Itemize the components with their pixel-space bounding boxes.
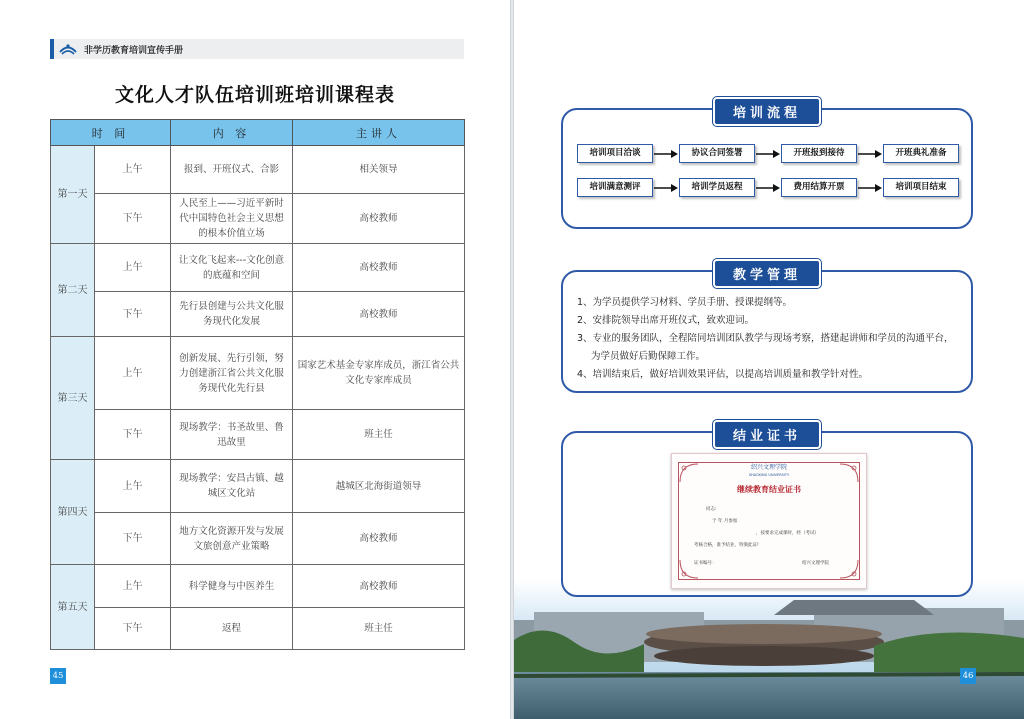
schedule-title: 文化人才队伍培训班培训课程表	[114, 84, 395, 106]
session-lecturer: 高校教师	[293, 565, 465, 608]
session-half: 上午	[95, 146, 171, 194]
brochure-header	[50, 39, 464, 59]
session-content: 地方文化资源开发与发展文旅创意产业策略	[171, 513, 293, 565]
process-row-1	[577, 144, 961, 163]
right-page	[514, 0, 1024, 719]
page-number-right: 46	[960, 668, 976, 684]
certificate-school-en: SHAOXING UNIVERSITY	[748, 473, 790, 477]
list-item: 4、培训结束后，做好培训效果评估，以提高培训质量和教学针对性。	[577, 369, 869, 380]
day-label: 第三天	[51, 337, 95, 460]
arrow-right-icon	[653, 178, 679, 197]
flow-step: 费用结算开票	[781, 178, 857, 197]
flow-step: 培训项目洽谈	[577, 144, 653, 163]
process-row-2	[577, 178, 961, 197]
table-row	[51, 292, 465, 337]
certificate-image	[671, 453, 867, 589]
table-row	[51, 565, 465, 608]
process-title: 培训流程	[713, 97, 821, 126]
session-content: 现场教学：安昌古镇、越城区文化站	[171, 460, 293, 513]
management-title: 教学管理	[713, 259, 821, 288]
certificate-school-name: 绍兴文理学院	[750, 464, 787, 471]
day-label: 第二天	[51, 244, 95, 337]
arrow-right-icon	[857, 144, 883, 163]
list-item: 2、安排院领导出席开班仪式，致欢迎词。	[577, 315, 755, 326]
session-half: 上午	[95, 244, 171, 292]
column-header-lecturer: 主讲人	[293, 120, 465, 146]
session-content: 报到、开班仪式、合影	[171, 146, 293, 194]
certificate-text: 考核合格，准予结业，特颁此证!	[694, 543, 759, 548]
arrow-right-icon	[755, 144, 781, 163]
list-item: 3、专业的服务团队，全程陪同培训团队教学与现场考察，搭建起讲师和学员的沟通平台，为学员做好后勤保障工作。	[577, 333, 954, 362]
table-row	[51, 410, 465, 460]
arrow-right-icon	[755, 178, 781, 197]
header-accent-bar	[50, 39, 54, 59]
session-half: 下午	[95, 194, 171, 244]
session-half: 下午	[95, 608, 171, 650]
column-header-content: 内 容	[171, 120, 293, 146]
table-header-row	[51, 120, 465, 146]
day-label: 第四天	[51, 460, 95, 565]
list-item: 1、为学员提供学习材料、学员手册、授课提纲等。	[577, 297, 793, 308]
course-schedule-table	[50, 119, 465, 650]
session-lecturer: 越城区北海街道领导	[293, 460, 465, 513]
session-lecturer: 相关领导	[293, 146, 465, 194]
flow-step: 协议合同签署	[679, 144, 755, 163]
session-content: 让文化飞起来---文化创意的底蕴和空间	[171, 244, 293, 292]
session-lecturer: 高校教师	[293, 244, 465, 292]
process-box	[561, 108, 973, 229]
table-row	[51, 460, 465, 513]
certificate-box	[561, 431, 973, 597]
session-lecturer: 班主任	[293, 608, 465, 650]
header-text: 非学历教育培训宣传手册	[84, 45, 184, 56]
column-header-time: 时 间	[51, 120, 171, 146]
flow-step: 培训项目结束	[883, 178, 959, 197]
session-lecturer: 高校教师	[293, 513, 465, 565]
arrow-right-icon	[653, 144, 679, 163]
left-page	[0, 0, 510, 719]
session-half: 上午	[95, 460, 171, 513]
session-half: 下午	[95, 292, 171, 337]
session-lecturer: 国家艺术基金专家库成员，浙江省公共文化专家库成员	[293, 337, 465, 410]
table-row	[51, 194, 465, 244]
session-half: 上午	[95, 337, 171, 410]
session-content: 现场教学：书圣故里、鲁迅故里	[171, 410, 293, 460]
session-content: 返程	[171, 608, 293, 650]
session-half: 下午	[95, 513, 171, 565]
certificate-school	[672, 462, 866, 478]
management-box	[561, 270, 973, 393]
table-row	[51, 337, 465, 410]
certificate-text: 于 年 月参加	[712, 519, 738, 524]
page-number-left: 45	[50, 668, 66, 684]
certificate-text: 同志:	[706, 507, 717, 512]
certificate-heading: 继续教育结业证书	[737, 485, 801, 494]
table-row	[51, 608, 465, 650]
table-row	[51, 146, 465, 194]
day-label: 第一天	[51, 146, 95, 244]
session-lecturer: 高校教师	[293, 194, 465, 244]
day-label: 第五天	[51, 565, 95, 650]
certificate-title: 结业证书	[713, 420, 821, 449]
session-lecturer: 班主任	[293, 410, 465, 460]
session-content: 先行县创建与公共文化服务现代化发展	[171, 292, 293, 337]
session-half: 上午	[95, 565, 171, 608]
session-content: 人民至上——习近平新时代中国特色社会主义思想的根本价值立场	[171, 194, 293, 244]
table-row	[51, 513, 465, 565]
session-content: 创新发展、先行引领，努力创建浙江省公共文化服务现代化先行县	[171, 337, 293, 410]
management-list	[577, 294, 963, 384]
flow-step: 培训学员返程	[679, 178, 755, 197]
session-lecturer: 高校教师	[293, 292, 465, 337]
campus-photo	[514, 580, 1024, 719]
flow-step: 培训满意测评	[577, 178, 653, 197]
flow-step: 开班典礼准备	[883, 144, 959, 163]
arrow-right-icon	[857, 178, 883, 197]
flow-step: 开班报到接待	[781, 144, 857, 163]
table-row	[51, 244, 465, 292]
session-half: 下午	[95, 410, 171, 460]
certificate-text: 证书编号：	[694, 561, 717, 566]
certificate-text: ，按要求完成课时，经（考试）	[756, 531, 819, 536]
session-content: 科学健身与中医养生	[171, 565, 293, 608]
certificate-text: 绍兴文理学院	[802, 561, 829, 566]
school-logo-icon	[58, 41, 78, 57]
floral-corner-icon	[838, 558, 860, 580]
